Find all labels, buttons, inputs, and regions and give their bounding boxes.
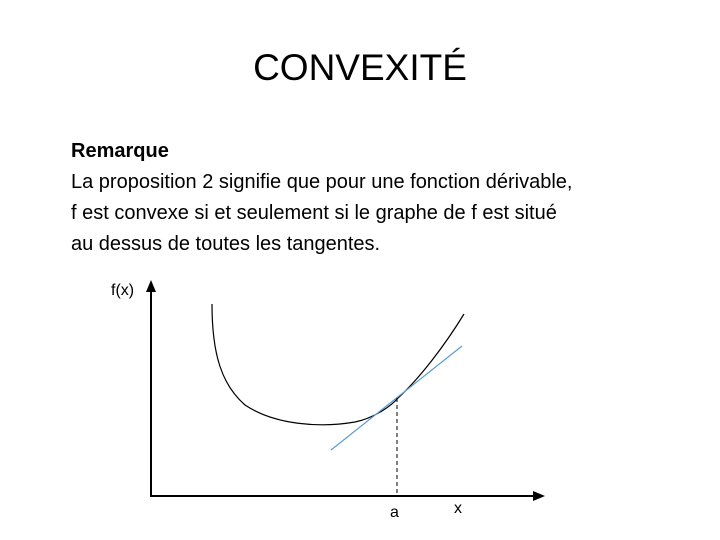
point-a-label: a [390,504,399,521]
remark-line-2: f est convexe si et seulement si le graphe de f est situé [71,202,557,224]
convex-curve [212,304,464,425]
remark-line-1: La proposition 2 signifie que pour une fonction dérivable, [71,171,573,193]
slide-title: CONVEXITÉ [253,47,467,88]
y-axis-label: f(x) [111,282,135,299]
x-axis-arrowhead [533,491,545,501]
x-axis-label: x [454,500,462,517]
remark-heading: Remarque [71,140,169,162]
y-axis-arrowhead [146,280,156,292]
remark-line-3: au dessus de toutes les tangentes. [71,233,381,255]
